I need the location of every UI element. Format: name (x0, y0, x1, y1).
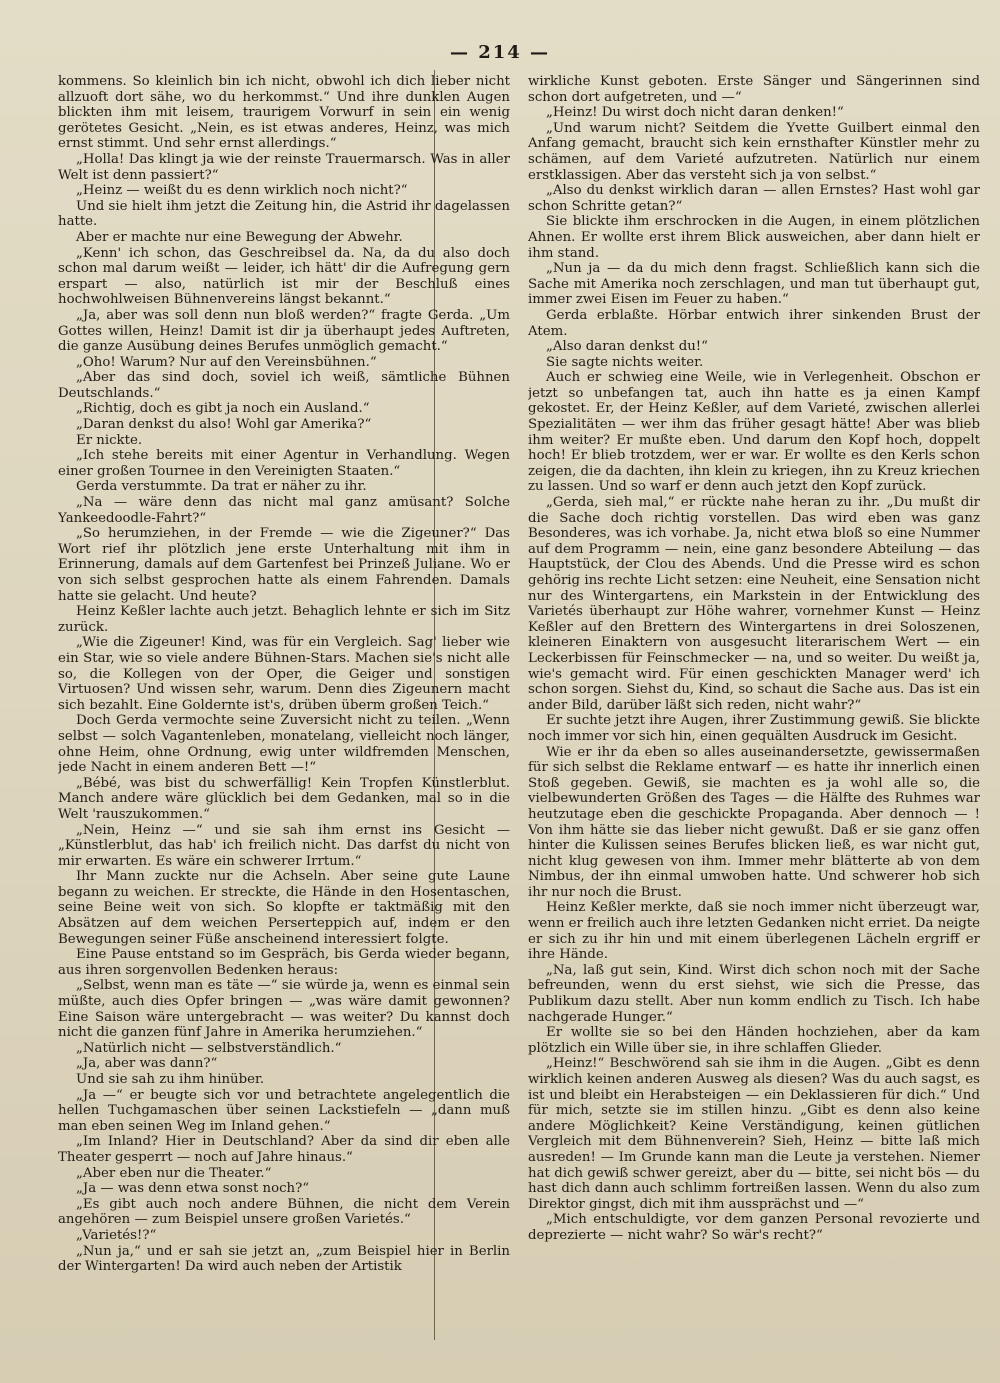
paragraph: Ihr Mann zuckte nur die Achseln. Aber seine gute Laune begann zu weichen. Er streckte, die Hände in den Hosentaschen, seine Beine weit von sich. So klopfte er taktmäßig mit den Absätzen auf dem weichen Perserteppich auf, indem er den Bewegungen seiner Füße anscheinend interessiert folgte. (58, 869, 510, 947)
paragraph: Wie er ihr da eben so alles auseinandersetzte, gewissermaßen für sich selbst die Reklame entwarf — es hatte ihr innerlich einen Stoß gegeben. Gewiß, sie machten es ja wohl alle so, die vielbewunderten Größen des Tages — die Hälfte des Ruhmes war heutzutage eben die geschickte Propaganda. Aber dennoch — ! Von ihm hätte sie das lieber nicht gewußt. Daß er sie ganz offen hinter die Kulissen seines Berufes blicken ließ, es war nicht gut, nicht klug gewesen von ihm. Immer mehr blätterte ab von dem Nimbus, der ihn einmal umwoben hatte. Und schwerer hob sich ihr nur noch die Brust. (528, 744, 980, 900)
paragraph: kommens. So kleinlich bin ich nicht, obwohl ich dich lieber nicht allzuoft dort sähe, wo du herkommst.“ Und ihre dunklen Augen blickten ihm mit leisem, traurigem Vorwurf in sein ein wenig gerötetes Gesicht. „Nein, es ist etwas anderes, Heinz, was mich ernst stimmt. Und sehr ernst allerdings.“ (58, 74, 510, 152)
paragraph: Und sie hielt ihm jetzt die Zeitung hin, die Astrid ihr dagelassen hatte. (58, 198, 510, 230)
paragraph: „Ja —“ er beugte sich vor und betrachtete angelegentlich die hellen Tuchgamaschen über seinen Lackstiefeln — „dann muß man eben seinen Weg im Inland gehen.“ (58, 1087, 510, 1134)
paragraph: Er nickte. (76, 432, 143, 448)
paragraph: „Ja, aber was soll denn nun bloß werden?“ fragte Gerda. „Um Gottes willen, Heinz! Damit ist dir ja überhaupt jedes Auftreten, die ganze Ausübung deines Berufes unmöglich gemacht.“ (58, 307, 510, 355)
paragraph: Aber er machte nur eine Bewegung der Abwehr. (76, 229, 403, 245)
paragraph: „Ich stehe bereits mit einer Agentur in Verhandlung. Wegen einer großen Tournee in den Vereinigten Staaten.“ (58, 448, 510, 479)
paragraph: „Gerda, sieh mal,“ er rückte nahe heran zu ihr. „Du mußt dir die Sache doch richtig vorstellen. Das wird eben was ganz Besonderes, was ich vorhabe. Ja, nicht etwa bloß so eine Nummer auf dem Programm — nein, eine ganz besondere Abteilung — das Hauptstück, der Clou des Abends. Und die Presse wird es schon gehörig ins rechte Licht setzen: eine Neuheit, eine Sensation nicht nur des Wintergartens, ein Markstein in der Entwicklung des Varietés überhaupt zur Höhe wahrer, vornehmer Kunst — Heinz Keßler auf den Brettern des Wintergartens in drei Soloszenen, kleineren Einaktern von ausgesucht literarischem Wert — ein Leckerbissen für Feinschmecker — na, und so weiter. Du weißt ja, wie's gemacht wird. Für einen geschickten Manager werd' ich schon sorgen. Siehst du, Kind, so schaut die Sache aus. Das ist ein ander Bild, darüber läßt sich reden, nicht wahr?“ (528, 495, 980, 713)
paragraph: „Richtig, doch es gibt ja noch ein Ausland.“ (76, 401, 370, 417)
paragraph: Auch er schwieg eine Weile, wie in Verlegenheit. Obschon er jetzt so unbefangen tat, auch ihn hatte es ja einen Kampf gekostet. Er, der Heinz Keßler, auf dem Varieté, zwischen allerlei Spezialitäten — wer ihm das früher gesagt hätte! Aber was blieb ihm weiter? Er mußte eben. Und darum den Kopf hoch, doppelt hoch! Er blieb trotzdem, wer er war. Er wollte es den Kerls schon zeigen, die da dachten, ihn klein zu kriegen, ihn zu Kreuz kriechen zu lassen. Und so warf er denn auch jetzt den Kopf zurück. (528, 370, 980, 495)
paragraph: „Heinz!“ Beschwörend sah sie ihm in die Augen. „Gibt es denn wirklich keinen anderen Ausweg als diesen? Was du auch sagst, es ist und bleibt ein Herabsteigen — ein Deklassieren für dich.“ Und für mich, setzte sie im stillen hinzu. „Gibt es denn also keine andere Möglichkeit? Keine Verständigung, keinen gütlichen Vergleich mit dem Bühnenverein? Sieh, Heinz — bitte laß mich ausreden! — Im Grunde kann man die Leute ja verstehen. Niemer hat dich gewiß schwer gereizt, aber du — bitte, sei nicht bös — du hast dich dann auch schlimm fortreißen lassen. Wenn du also zum Direktor gingst, dich mit ihm aussprächst und —“ (528, 1056, 980, 1212)
paragraph: Und sie sah zu ihm hinüber. (76, 1072, 265, 1087)
right-column (528, 74, 980, 1374)
paragraph: „Ja, aber was dann?“ (76, 1056, 218, 1072)
paragraph: „Nun ja,“ und er sah sie jetzt an, „zum Beispiel hier in Berlin der Wintergarten! Da wird auch neben der Artistik (58, 1243, 510, 1275)
text-columns (58, 74, 980, 1374)
left-column (58, 74, 510, 1374)
paragraph: Heinz Keßler lachte auch jetzt. Behaglich lehnte er sich im Sitz zurück. (58, 604, 510, 635)
paragraph: „Nein, Heinz —“ und sie sah ihm ernst ins Gesicht — „Künstlerblut, das hab' ich freilich nicht. Das darfst du nicht von mir erwarten. Es wäre ein schwerer Irrtum.“ (58, 822, 510, 869)
paragraph: „So herumziehen, in der Fremde — wie die Zigeuner?“ Das Wort rief ihr plötzlich jene erste Unterhaltung mit ihm in Erinnerung, damals auf dem Gartenfest bei Prinzeß Juliane. Wo er von sich selbst gesprochen hatte als einem Fahrenden. Damals hatte sie gelacht. Und heute? (58, 526, 510, 604)
paragraph: „Na, laß gut sein, Kind. Wirst dich schon noch mit der Sache befreunden, wenn du erst siehst, wie sich die Presse, das Publikum dazu stellt. Aber nun komm endlich zu Tisch. Ich habe nachgerade Hunger.“ (528, 962, 980, 1025)
paragraph: Gerda erblaßte. Hörbar entwich ihrer sinkenden Brust der Atem. (528, 307, 980, 339)
page-number: — 214 — (449, 42, 551, 63)
paragraph: „Es gibt auch noch andere Bühnen, die nicht dem Verein angehören — zum Beispiel unsere großen Varietés.“ (58, 1196, 510, 1228)
paragraph: wirkliche Kunst geboten. Erste Sänger und Sängerinnen sind schon dort aufgetreten, und —“ (528, 74, 980, 105)
paragraph: „Nun ja — da du mich denn fragst. Schließlich kann sich die Sache mit Amerika noch zerschlagen, und man tut überhaupt gut, immer zwei Eisen im Feuer zu haben.“ (528, 261, 980, 308)
paragraph: Er wollte sie so bei den Händen hochziehen, aber da kam plötzlich ein Wille über sie, in ihre schlaffen Glieder. (528, 1025, 980, 1056)
paragraph: Er suchte jetzt ihre Augen, ihrer Zustimmung gewiß. Sie blickte noch immer vor sich hin, einen gequälten Ausdruck im Gesicht. (528, 713, 980, 744)
paragraph: „Na — wäre denn das nicht mal ganz amüsant? Solche Yankeedoodle-Fahrt?“ (58, 495, 510, 526)
paragraph: Gerda verstummte. Da trat er näher zu ihr. (76, 479, 367, 495)
paragraph: „Ja — was denn etwa sonst noch?“ (76, 1181, 310, 1197)
paragraph: „Selbst, wenn man es täte —“ sie würde ja, wenn es einmal sein müßte, auch dies Opfer bringen — „was wäre damit gewonnen? Eine Saison wäre untergebracht — was weiter? Du kannst doch nicht die ganzen fünf Jahre in Amerika herumziehen.“ (58, 978, 510, 1041)
paragraph: „Und warum nicht? Seitdem die Yvette Guilbert einmal den Anfang gemacht, braucht sich kein ernsthafter Künstler mehr zu schämen, auf dem Varieté aufzutreten. Natürlich nur einem erstklassigen. Aber das versteht sich ja von selbst.“ (528, 120, 980, 183)
paragraph: Sie sagte nichts weiter. (546, 354, 704, 370)
paragraph: „Heinz — weißt du es denn wirklich noch nicht?“ (76, 183, 408, 199)
paragraph: „Varietés!?“ (76, 1227, 157, 1243)
paragraph: „Also du denkst wirklich daran — allen Ernstes? Hast wohl gar schon Schritte getan?“ (528, 183, 980, 214)
paragraph: „Aber das sind doch, soviel ich weiß, sämtliche Bühnen Deutschlands.“ (58, 370, 510, 401)
paragraph: Eine Pause entstand so im Gespräch, bis Gerda wieder begann, aus ihren sorgenvollen Bedenken heraus: (58, 947, 510, 978)
paragraph: „Bébé, was bist du schwerfällig! Kein Tropfen Künstlerblut. Manch andere wäre glücklich bei dem Gedanken, mal so in die Welt 'rauszukommen.“ (58, 775, 510, 822)
paragraph: „Aber eben nur die Theater.“ (76, 1165, 272, 1181)
paragraph: Doch Gerda vermochte seine Zuversicht nicht zu teilen. „Wenn selbst — solch Vagantenleben, monatelang, vielleicht noch länger, ohne Heim, ohne Ordnung, ewig unter wildfremden Menschen, jede Nacht in einem anderen Bett —!“ (58, 713, 510, 776)
paragraph: „Im Inland? Hier in Deutschland? Aber da sind dir eben alle Theater gesperrt — noch auf Jahre hinaus.“ (58, 1134, 510, 1165)
paragraph: „Mich entschuldigte, vor dem ganzen Personal revozierte und deprezierte — nicht wahr? So wär's recht?“ (528, 1212, 980, 1243)
paragraph: „Kenn' ich schon, das Geschreibsel da. Na, da du also doch schon mal darum weißt — leider, ich hätt' dir die Aufregung gern erspart — also, natürlich ist mir der Beschluß eines hochwohlweisen Bühnenvereins längst bekannt.“ (58, 245, 510, 308)
paragraph: „Natürlich nicht — selbstverständlich.“ (76, 1040, 342, 1056)
paragraph: „Holla! Das klingt ja wie der reinste Trauermarsch. Was in aller Welt ist denn passiert?“ (58, 151, 510, 183)
paragraph: „Oho! Warum? Nur auf den Vereinsbühnen.“ (76, 354, 377, 370)
paragraph: Sie blickte ihm erschrocken in die Augen, in einem plötzlichen Ahnen. Er wollte erst ihrem Blick ausweichen, aber dann hielt er ihm stand. (528, 214, 980, 261)
paragraph: „Heinz! Du wirst doch nicht daran denken!“ (546, 105, 844, 121)
paragraph: Heinz Keßler merkte, daß sie noch immer nicht überzeugt war, wenn er freilich auch ihre letzten Gedanken nicht erriet. Da neigte er sich zu ihr hin und mit einem überlegenen Lächeln ergriff er ihre Hände. (528, 900, 980, 963)
paragraph: „Wie die Zigeuner! Kind, was für ein Vergleich. Sag' lieber wie ein Star, wie so viele andere Bühnen-Stars. Machen sie's nicht alle so, die Kollegen von der Oper, die Geiger und sonstigen Virtuosen? Und wissen sehr, warum. Denn dies Zigeunern macht sich bezahlt. Eine Goldernte ist's, drüben überm großen Teich.“ (58, 635, 510, 713)
paragraph: „Also daran denkst du!“ (546, 339, 708, 355)
paragraph: „Daran denkst du also! Wohl gar Amerika?“ (76, 417, 372, 433)
